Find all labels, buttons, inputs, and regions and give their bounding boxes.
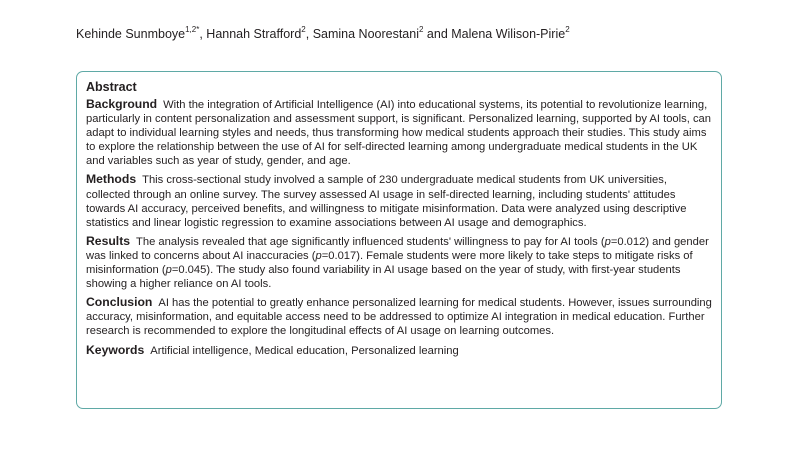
results-text: . Female students were more likely to take steps to mitigate risks of misinformation ( [86, 249, 693, 277]
keywords-text: Artificial intelligence, Medical education, Personalized learning [150, 344, 459, 357]
author-affiliation: 2 [301, 24, 306, 34]
background-text: With the integration of Artificial Intelligence (AI) into educational systems, its potential to revolutionize learning, particularly in content personalization and assessment support, is significant. Personalized learning, supported by AI tools, can adapt to individual learning styles and needs, thus transforming how medical students approach their studies. This study aims to explore the relationship between the use of AI for self-directed learning among undergraduate medical students in the UK and variables such as year of study, gender, and age. [86, 99, 711, 168]
background-label: Background [86, 97, 158, 111]
abstract-results [86, 234, 713, 291]
author-name: Kehinde Sunmboye [76, 27, 186, 41]
results-label: Results [86, 233, 131, 248]
author-name: Hannah Strafford [206, 27, 302, 41]
abstract-heading: Abstract [86, 80, 137, 94]
author-affiliation: 2 [565, 24, 570, 34]
abstract-box [76, 71, 722, 409]
results-text: The analysis revealed that age significantly influenced students' willingness to pay for AI tools ( [136, 235, 605, 248]
author-name: Samina Noorestani [312, 27, 419, 41]
keywords-label: Keywords [86, 342, 145, 357]
p-symbol: p [315, 249, 322, 262]
author-name: Malena Wilison-Pirie [451, 27, 566, 41]
p-value: =0.017) [321, 249, 360, 262]
p-symbol: p [165, 264, 172, 277]
p-symbol: p [604, 235, 611, 248]
conclusion-label: Conclusion [86, 295, 153, 310]
results-text: and gender was linked to concerns about AI inaccuracies ( [86, 235, 709, 262]
methods-text: This cross-sectional study involved a sample of 230 undergraduate medical students from UK universities, collected through an online survey. The survey assessed AI usage in self-directed learning, including students' attitudes towards AI accuracy, perceived benefits, and willingness to mitigate misinformation. Data were analyzed using descriptive statistics and linear logistic regression to examine associations between AI usage and demographics. [86, 174, 687, 229]
author-list [76, 26, 570, 42]
abstract-methods [86, 172, 713, 229]
conclusion-text: AI has the potential to greatly enhance personalized learning for medical students. However, issues surrounding accuracy, misinformation, and equitable access need to be addressed to optimize AI integration in medical education. Further research is recommended to explore the longitudinal effects of AI usage on learning outcomes. [86, 297, 712, 338]
author-separator: , [305, 27, 313, 41]
author-affiliation: 2 [419, 24, 424, 34]
abstract-background [86, 97, 713, 168]
author-separator: and [423, 27, 452, 41]
abstract-keywords [86, 343, 713, 358]
p-value: =0.045) [171, 264, 211, 277]
author-separator: , [199, 27, 207, 41]
p-value: =0.012) [610, 235, 650, 248]
abstract-conclusion [86, 295, 713, 338]
results-text: . The study also found variability in AI usage based on the year of study, with first-year students showing a higher reliance on AI tools. [86, 264, 681, 291]
author-affiliation: 1,2* [185, 24, 200, 34]
methods-label: Methods [86, 172, 137, 187]
